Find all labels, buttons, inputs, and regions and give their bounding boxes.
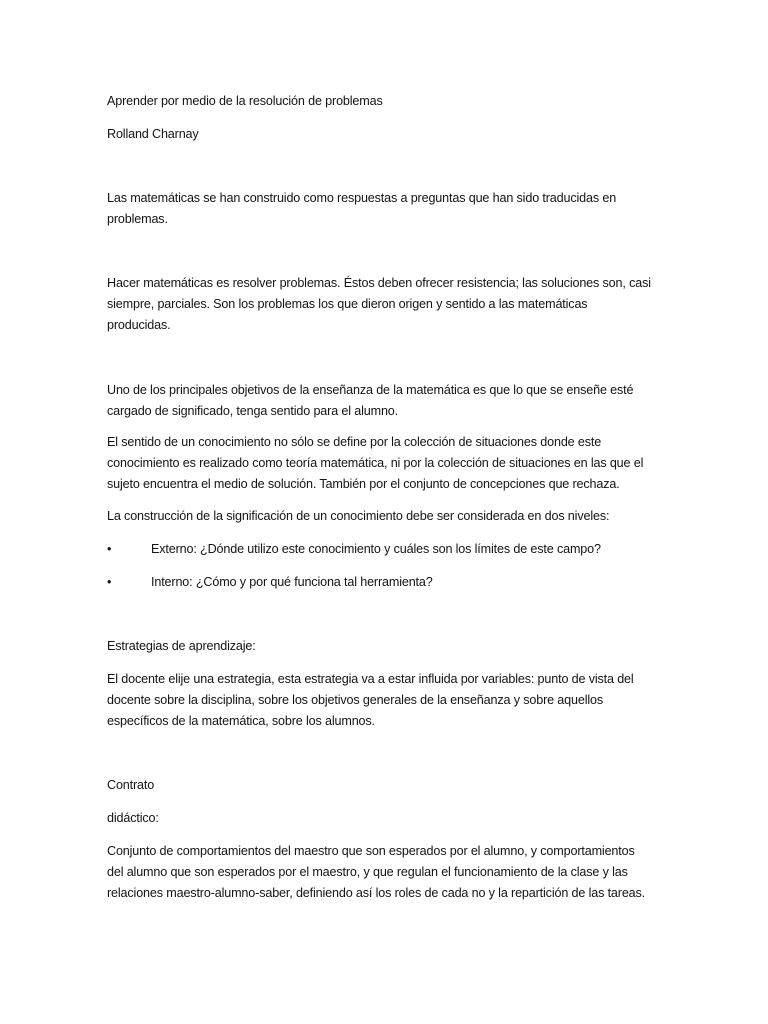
bullet-item-interno: Interno: ¿Cómo y por qué funciona tal herramienta? [151, 575, 433, 589]
contract-paragraph: Conjunto de comportamientos del maestro que son esperados por el alumno, y comportamientos del alumno que son esperados por el maestro, y que regulan el funcionamiento de la clase y las relaciones maestro-alumno-saber, definiendo así los roles de cada no y la repartición de las tareas. [107, 844, 646, 900]
bullet-marker: • [107, 575, 112, 589]
paragraph-2: Hacer matemáticas es resolver problemas. Éstos deben ofrecer resistencia; las soluciones son, casi siempre, parciales. Son los problemas los que dieron origen y sentido a las matemáticas producidas. [107, 276, 651, 332]
bullet-marker: • [107, 542, 112, 556]
paragraph-4: El sentido de un conocimiento no sólo se define por la colección de situaciones donde este conocimiento es realizado como teoría matemática, ni por la colección de situaciones en las que el sujeto encuentra el medio de solución. También por el conjunto de concepciones que rechaza. [107, 435, 644, 491]
strategies-heading: Estrategias de aprendizaje: [107, 639, 256, 653]
contract-heading-line-1: Contrato [107, 778, 155, 792]
paragraph-5: La construcción de la significación de un conocimiento debe ser considerada en dos niveles: [107, 509, 610, 523]
document-title: Aprender por medio de la resolución de problemas [107, 94, 383, 108]
bullet-item-externo: Externo: ¿Dónde utilizo este conocimiento y cuáles son los límites de este campo? [151, 542, 601, 556]
document-author: Rolland Charnay [107, 127, 199, 141]
paragraph-3: Uno de los principales objetivos de la enseñanza de la matemática es que lo que se enseñe esté cargado de significado, tenga sentido para el alumno. [107, 383, 634, 418]
paragraph-1: Las matemáticas se han construido como respuestas a preguntas que han sido traducidas en problemas. [107, 191, 617, 226]
contract-heading-line-2: didáctico: [107, 811, 159, 825]
strategies-paragraph: El docente elije una estrategia, esta estrategia va a estar influida por variables: punto de vista del docente sobre la disciplina, sobre los objetivos generales de la enseñanza y sobre aquellos específicos de la matemática, sobre los alumnos. [107, 672, 634, 728]
